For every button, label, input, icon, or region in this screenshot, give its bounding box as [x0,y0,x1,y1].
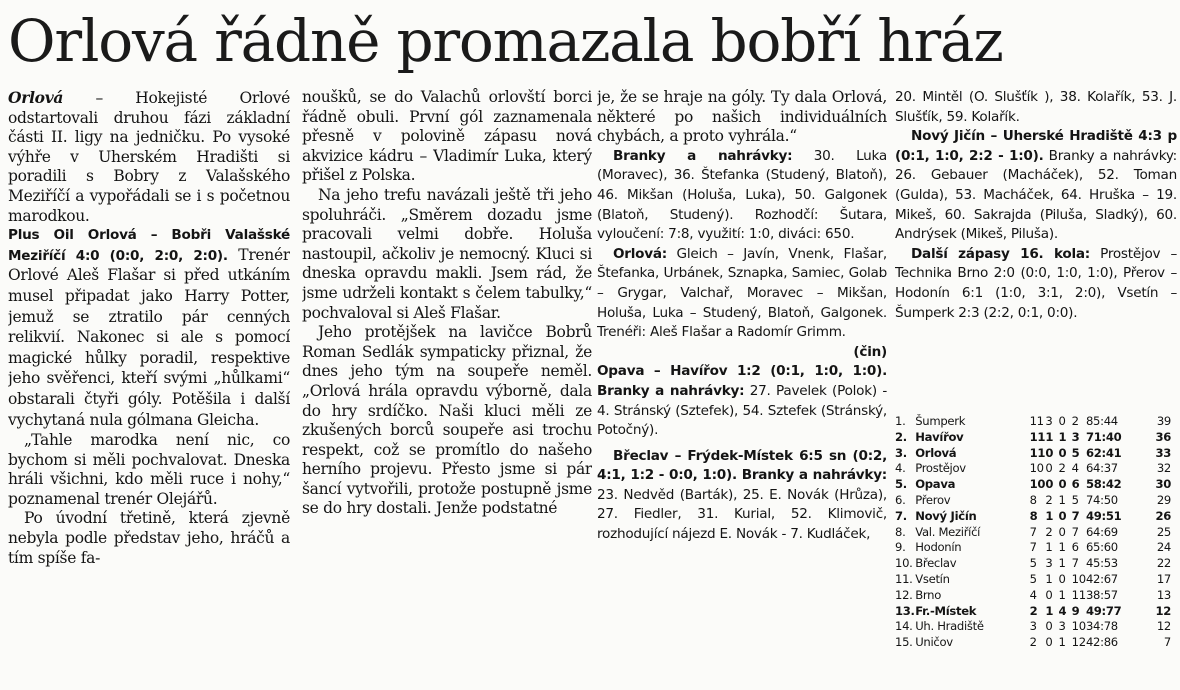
goals-text: 30. Luka (Moravec), 36. Štefanka (Studený, Blatoň), 46. Mikšan (Holuša, Luka), 50. Galgonek (Blatoň, Studený). Rozhodčí: Šutara, vyloučení: 7:8, využití: 1:0, diváci: 650. [597,147,887,243]
standings-cell-x: 7 [1071,556,1079,571]
match-result-heading: Nový Jičín – Uherské Hradiště 4:3 p (0:1, 1:0, 2:2 - 1:0). [895,128,1177,164]
standings-cell-l: 1 [1058,635,1066,650]
quote-paragraph: „Tahle marodka není nic, co bychom si měli pochvalovat. Dneska hráli všichni, kdo měli ruce i nohy,“ poznamenal trenér Olejářů. [8,431,290,508]
standings-cell-x: 4 [1071,461,1079,476]
standings-cell-score: 45:53 [1085,556,1118,571]
next-matches-text: Prostějov – Technika Brno 2:0 (0:0, 1:0, 1:0), Přerov – Hodonín 6:1 (1:0, 3:1, 2:0), Vsetín – Šumperk 2:3 (2:2, 0:1, 0:0). [895,245,1177,321]
standings-cell-score: 49:77 [1085,603,1122,618]
standings-cell-l: 0 [1058,445,1067,460]
standings-cell-pts: 13 [1156,587,1171,602]
standings-cell-l: 0 [1058,477,1067,492]
standings-cell-x: 2 [1071,414,1079,428]
standings-cell-team: Hodonín [915,540,962,555]
standings-cell-pts: 17 [1156,571,1171,586]
standings-cell-w: 5 [1029,556,1037,571]
standings-cell-l: 3 [1058,619,1066,634]
standings-cell-rank: 1. [895,414,906,428]
standings-cell-team: Uničov [915,635,953,650]
standings-cell-w: 3 [1029,619,1037,634]
standings-cell-w: 7 [1029,540,1037,555]
table-row [895,572,1171,588]
standings-cell-w: 5 [1029,571,1037,586]
standings-cell-x: 3 [1071,429,1080,444]
standings-cell-l: 1 [1058,556,1066,571]
standings-cell-w: 11 [1029,414,1044,428]
standings-cell-d: 1 [1045,508,1054,523]
standings-cell-pts: 26 [1155,508,1171,523]
standings-cell-w: 4 [1029,587,1037,602]
standings-cell-x: 6 [1071,540,1079,555]
standings-cell-score: 58:42 [1085,477,1122,492]
standings-cell-l: 0 [1058,508,1067,523]
standings-cell-score: 62:41 [1085,445,1122,460]
standings-cell-score: 34:78 [1085,619,1118,634]
standings-cell-score: 64:69 [1085,524,1118,539]
match-result-text: 27. Pavelek (Polok) - 4. Stránský (Sztefek), 54. Sztefek (Stránský, Potočný). [597,382,887,439]
standings-cell-l: 0 [1058,524,1066,539]
standings-cell-d: 3 [1045,414,1053,428]
standings-cell-d: 0 [1045,619,1053,634]
standings-cell-rank: 3. [895,445,907,460]
standings-cell-d: 2 [1045,524,1053,539]
match-result-text: 23. Nedvěd (Barták), 25. E. Novák (Hrůza), 27. Fiedler, 31. Kurial, 52. Klimovič, rozhodující nájezd E. Novák - 7. Kudláček, [597,486,887,543]
goals-paragraph [597,147,887,245]
standings-cell-l: 0 [1058,571,1066,586]
standings-cell-x: 10 [1071,619,1086,634]
standings-cell-pts: 24 [1156,540,1171,555]
standings-cell-rank: 15. [895,635,913,650]
lineup-text: Gleich – Javín, Vnenk, Flašar, Štefanka, Urbánek, Sznapka, Samiec, Golab – Grygar, Valchař, Moravec – Mikšan, Holuša, Luka – Studený, Blatoň, Galgonek. Trenéři: Aleš Flašar a Radomír Grimm. [597,245,887,341]
standings-cell-d: 0 [1045,461,1053,476]
standings-cell-score: 42:86 [1085,635,1118,650]
table-row [895,477,1171,493]
standings-cell-l: 2 [1058,461,1066,476]
standings-cell-rank: 10. [895,556,913,571]
standings-cell-pts: 32 [1156,461,1171,476]
standings-cell-rank: 4. [895,461,906,476]
standings-cell-x: 7 [1071,508,1080,523]
standings-cell-w: 11 [1029,445,1046,460]
standings-cell-rank: 11. [895,571,913,586]
standings-cell-team: Fr.-Místek [915,603,977,618]
match-result-heading: Břeclav – Frýdek-Místek 6:5 sn (0:2, 4:1, 1:2 - 0:0, 1:0). Branky a nahrávky: [597,447,887,484]
match-heading: Plus Oil Orlová – Bobři Valašské Meziříčí 4:0 (0:0, 2:0, 2:0). [8,227,290,264]
standings-cell-rank: 8. [895,524,906,539]
standings-cell-team: Val. Meziříčí [915,524,981,539]
standings-cell-l: 1 [1058,429,1067,444]
standings-cell-team: Prostějov [915,461,966,476]
next-matches-paragraph [895,245,1177,323]
body-paragraph: Jeho protějšek na lavičce Bobrů Roman Sedlák sympaticky přiznal, že dnes jeho tým na soupeře neměl. „Orlová hrála opravdu výborně, dala do hry srdíčko. Naši kluci měli ze zkušených borců soupeře asi trochu respekt, což se promítlo do našeho herního projevu. Přesto jsme si pár šancí vytvořili, protože postupně jsme se do hry dostali. Jenže podstatné [302,323,592,518]
match-result-text: Branky a nahrávky: 26. Gebauer (Macháček), 52. Toman (Gulda), 53. Macháček, 64. Hruška – 19. Mikeš, 60. Sakrajda (Piluša, Sladký), 60. Andrýsek (Mikeš, Piluša). [895,147,1177,243]
table-row [895,588,1171,604]
standings-cell-l: 1 [1058,492,1066,507]
table-row [895,619,1171,635]
standings-cell-w: 10 [1029,477,1046,492]
standings-cell-x: 5 [1071,445,1080,460]
standings-cell-score: 85:44 [1085,414,1118,428]
standings-cell-x: 9 [1071,603,1080,618]
standings-cell-d: 1 [1045,429,1054,444]
standings-cell-pts: 12 [1156,619,1171,634]
standings-cell-pts: 7 [1163,635,1171,650]
standings-cell-rank: 7. [895,508,907,523]
match-result-heading: Opava – Havířov 1:2 (0:1, 1:0, 1:0). Branky a nahrávky: [597,363,887,399]
standings-cell-pts: 39 [1156,414,1171,428]
column-1 [8,88,290,688]
table-row [895,604,1171,620]
standings-cell-x: 11 [1071,587,1086,602]
lineup-paragraph [597,245,887,363]
table-row [895,540,1171,556]
standings-cell-x: 10 [1071,571,1086,586]
match-text: Trenér Orlové Aleš Flašar si před utkáním musel připadat jako Harry Potter, jemuž se ztratilo pár cenných relikvií. Nakonec si ale s pomocí magické hůlky poradil, respektive jeho svěřenci, kteří svými „hůlkami“ obstarali čtyři góly. Potěšila i další vychytaná nula gólmana Gleicha. [8,245,290,429]
standings-cell-team: Nový Jičín [915,508,977,523]
standings-cell-team: Havířov [915,429,964,444]
standings-cell-d: 0 [1045,445,1054,460]
standings-cell-d: 0 [1045,477,1054,492]
standings-cell-d: 2 [1045,492,1053,507]
dateline: Orlová [8,88,64,107]
standings-cell-team: Orlová [915,445,957,460]
standings-cell-l: 1 [1058,540,1066,555]
article-headline: Orlová řádně promazala bobří hráz [8,7,1003,75]
standings-cell-team: Uh. Hradiště [915,619,984,634]
standings-cell-pts: 36 [1155,429,1171,444]
standings-cell-pts: 12 [1155,603,1171,618]
standings-cell-team: Vsetín [915,571,950,586]
table-row [895,414,1171,430]
standings-cell-score: 38:57 [1085,587,1118,602]
standings-cell-l: 4 [1058,603,1067,618]
standings-cell-team: Brno [915,587,941,602]
table-row [895,493,1171,509]
body-paragraph: je, že se hraje na góly. Ty dala Orlová, některé po našich individuálních chybách, a proto vyhrála.“ [597,88,887,146]
goals-heading: Branky a nahrávky: [613,147,793,164]
match-paragraph [8,226,290,431]
standings-cell-d: 0 [1045,587,1053,602]
standings-cell-l: 1 [1058,587,1066,602]
standings-cell-d: 1 [1045,603,1054,618]
standings-cell-d: 1 [1045,540,1053,555]
standings-cell-score: 71:40 [1085,429,1122,444]
standings-cell-score: 65:60 [1085,540,1118,555]
column-2 [302,88,592,688]
standings-cell-pts: 29 [1156,492,1171,507]
table-row [895,461,1171,477]
table-row [895,430,1171,446]
standings-cell-team: Břeclav [915,556,957,571]
lead-paragraph [8,88,290,226]
standings-cell-x: 6 [1071,477,1080,492]
standings-cell-score: 74:50 [1085,492,1118,507]
standings-cell-rank: 12. [895,587,913,602]
author-signature: (čin) [853,343,887,360]
table-row [895,635,1171,651]
standings-cell-x: 12 [1071,635,1086,650]
standings-cell-w: 10 [1029,461,1044,476]
standings-cell-x: 5 [1071,492,1079,507]
standings-cell-w: 8 [1029,508,1038,523]
standings-cell-l: 0 [1058,414,1066,428]
league-standings-table [895,414,1171,651]
standings-cell-rank: 13. [895,603,915,618]
table-row [895,525,1171,541]
body-paragraph: Na jeho trefu navázali ještě tři jeho spoluhráči. „Směrem dozadu jsme pracovali velmi dobře. Holuša nastoupil, ačkoliv je nemocný. Kluci si dneska opravdu makli. Jsem rád, že jsme udrželi kontakt s čelem tabulky,“ pochvaloval si Aleš Flašar. [302,185,592,322]
body-paragraph: Po úvodní třetině, která zjevně nebyla podle představ jeho, hráčů a tím spíše fa- [8,509,290,567]
match-result-paragraph [597,447,887,545]
standings-cell-pts: 25 [1156,524,1171,539]
standings-cell-team: Šumperk [915,414,966,428]
goals-continuation: 20. Mintěl (O. Slušťík ), 38. Kolařík, 53. J. Slušťík, 59. Kolařík. [895,89,1177,125]
standings-cell-rank: 5. [895,477,907,492]
standings-cell-pts: 33 [1155,445,1171,460]
standings-cell-x: 7 [1071,524,1079,539]
standings-cell-score: 42:67 [1085,571,1118,586]
match-result-paragraph [895,127,1177,245]
lead-text: – Hokejisté Orlové odstartovali druhou fázi základní části II. ligy na jedničku. Po vysoké výhře v Uherském Hradišti si poradili s Bobry z Valašského Meziříčí a vypořádali se i s početnou marodkou. [8,89,290,225]
column-3 [597,88,887,688]
standings-cell-rank: 2. [895,429,907,444]
table-row [895,556,1171,572]
table-row [895,446,1171,462]
standings-cell-score: 64:37 [1085,461,1118,476]
body-paragraph: noušků, se do Valachů orlovští borci řádně obuli. První gól zaznamenala přesně v polovině zápasu nová akvizice kádru – Vladimír Luka, který přišel z Polska. [302,88,592,185]
standings-cell-rank: 9. [895,540,906,555]
standings-cell-rank: 14. [895,619,913,634]
table-row [895,509,1171,525]
next-matches-heading: Další zápasy 16. kola: [911,245,1090,262]
standings-cell-w: 11 [1029,429,1046,444]
standings-cell-w: 7 [1029,524,1037,539]
match-result-paragraph [597,362,887,440]
standings-cell-team: Přerov [915,492,951,507]
standings-cell-pts: 22 [1156,556,1171,571]
standings-cell-team: Opava [915,477,956,492]
standings-cell-d: 3 [1045,556,1053,571]
standings-cell-rank: 6. [895,492,906,507]
standings-cell-d: 0 [1045,635,1053,650]
standings-cell-w: 2 [1029,603,1038,618]
standings-cell-w: 2 [1029,635,1037,650]
standings-cell-w: 8 [1029,492,1037,507]
standings-cell-score: 49:51 [1085,508,1122,523]
standings-cell-d: 1 [1045,571,1053,586]
lineup-heading: Orlová: [613,245,667,262]
standings-cell-pts: 30 [1155,477,1171,492]
